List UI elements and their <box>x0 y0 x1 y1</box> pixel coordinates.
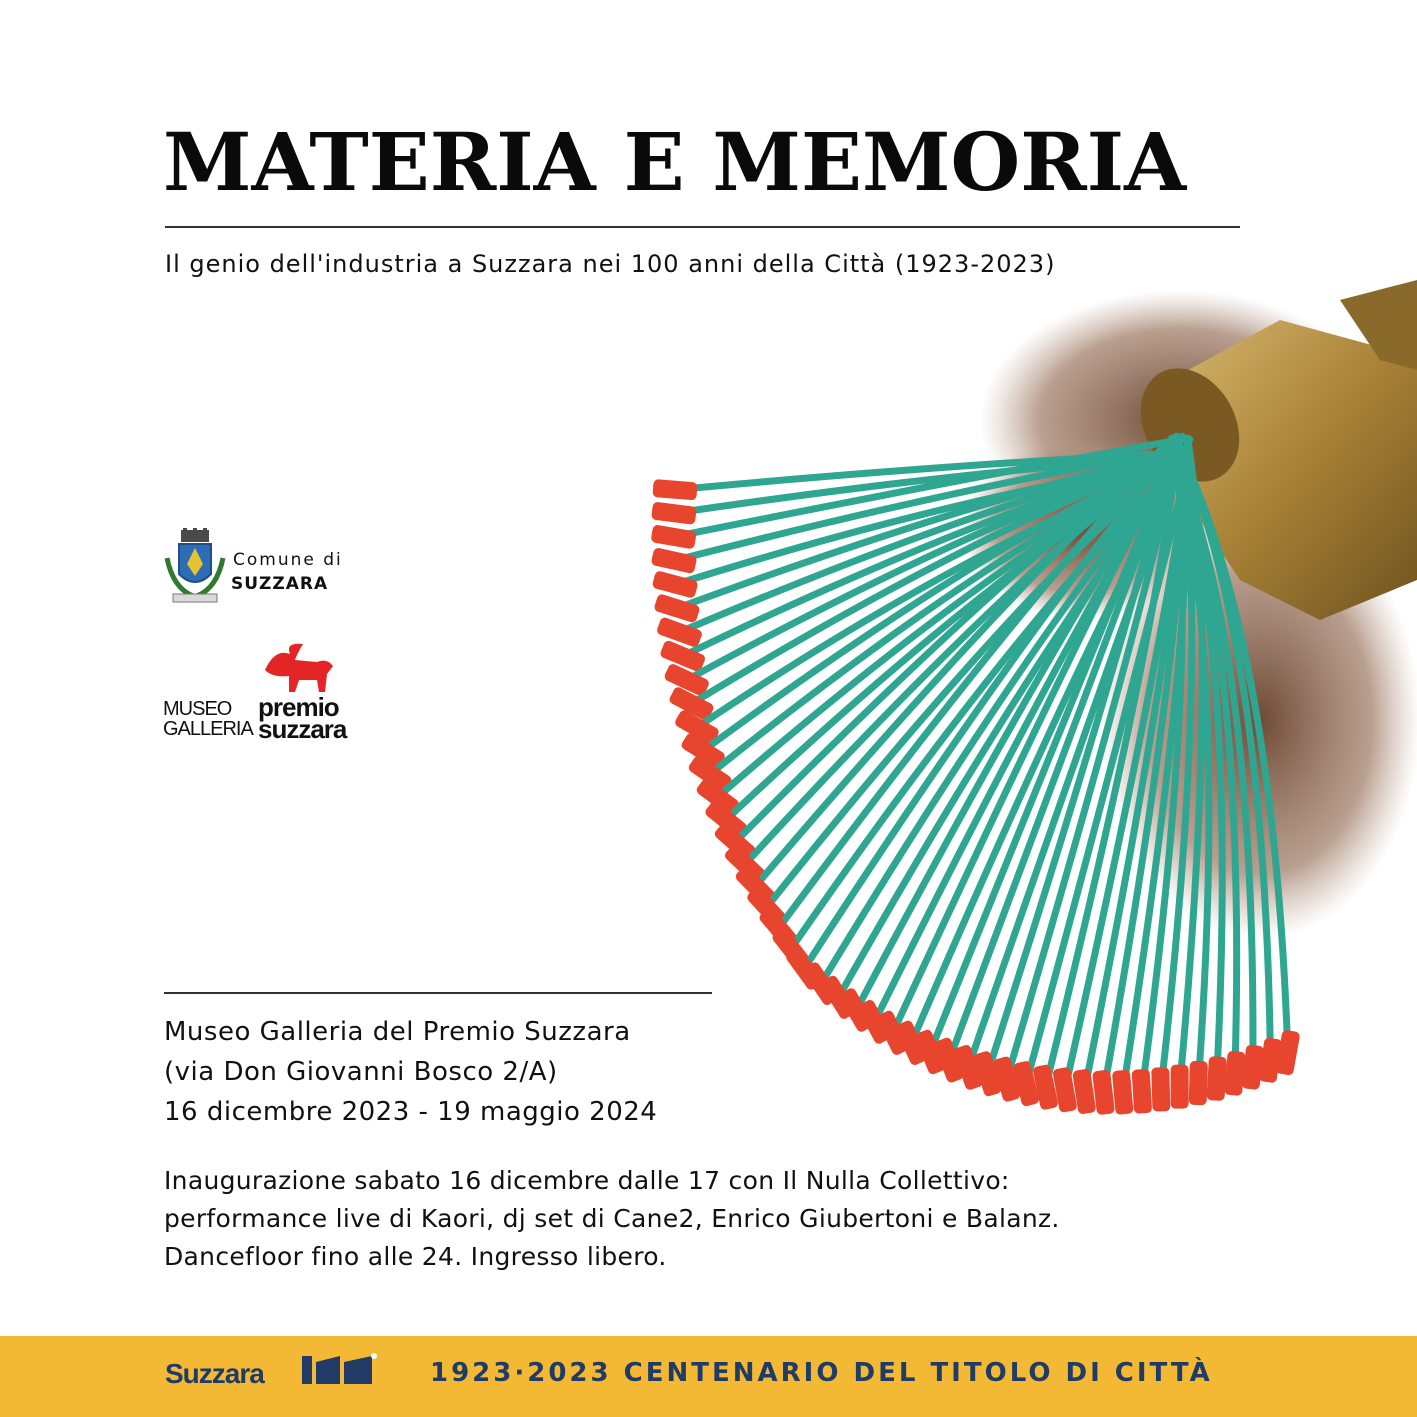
wire-terminal <box>656 616 704 648</box>
wire-terminal <box>1206 1056 1227 1101</box>
wire-terminal <box>1132 1069 1153 1114</box>
winged-calf-icon <box>255 640 345 700</box>
wire-terminal <box>1189 1061 1208 1106</box>
premio-label: premio <box>258 692 339 722</box>
footer-centenary-text: 1923·2023 CENTENARIO DEL TITOLO DI CITTÀ <box>430 1358 1213 1388</box>
wires-artwork <box>560 200 1417 1200</box>
comune-suzzara-logo <box>163 528 373 608</box>
wire-terminal <box>1275 1029 1300 1075</box>
info-line-2: performance live di Kaori, dj set di Cane2, Enrico Giubertoni e Balanz. <box>164 1204 1060 1233</box>
wire-terminal <box>651 547 698 574</box>
wire-terminal <box>1151 1067 1170 1112</box>
poster-title: MATERIA E MEMORIA <box>163 115 1187 209</box>
wire-terminal <box>652 479 697 500</box>
centenary-icon <box>300 1352 380 1386</box>
wire-terminal <box>651 502 697 525</box>
galleria-label: GALLERIA <box>163 718 253 740</box>
museo-premio-logo <box>163 640 383 750</box>
wire-bundle <box>650 436 1300 1115</box>
venue-address: (via Don Giovanni Bosco 2/A) <box>164 1057 558 1087</box>
wire-terminal <box>1112 1070 1134 1115</box>
wire-terminal <box>1224 1051 1246 1096</box>
poster-subtitle: Il genio dell'industria a Suzzara nei 100 anni della Città (1923-2023) <box>165 250 1056 278</box>
footer-brand: Suzzara <box>165 1358 264 1389</box>
venue-divider <box>164 992 712 994</box>
comune-label: Comune di <box>233 550 343 570</box>
footer-bar <box>0 1336 1417 1417</box>
museo-label: MUSEO <box>163 698 232 720</box>
venue-name: Museo Galleria del Premio Suzzara <box>164 1017 631 1047</box>
info-line-3: Dancefloor fino alle 24. Ingresso libero. <box>164 1242 667 1271</box>
comune-name: SUZZARA <box>231 574 329 594</box>
wire-terminal <box>652 570 699 599</box>
venue-block <box>164 1012 657 1132</box>
opening-info <box>164 1162 1060 1276</box>
wire-terminal <box>653 593 700 623</box>
venue-dates: 16 dicembre 2023 - 19 maggio 2024 <box>164 1097 658 1127</box>
wire-terminal <box>650 524 696 549</box>
info-line-1: Inaugurazione sabato 16 dicembre dalle 17 con Il Nulla Collettivo: <box>164 1166 1010 1195</box>
wire-terminal <box>1171 1065 1189 1109</box>
suzzara-label: suzzara <box>258 714 347 744</box>
coat-of-arms-icon <box>163 528 227 606</box>
